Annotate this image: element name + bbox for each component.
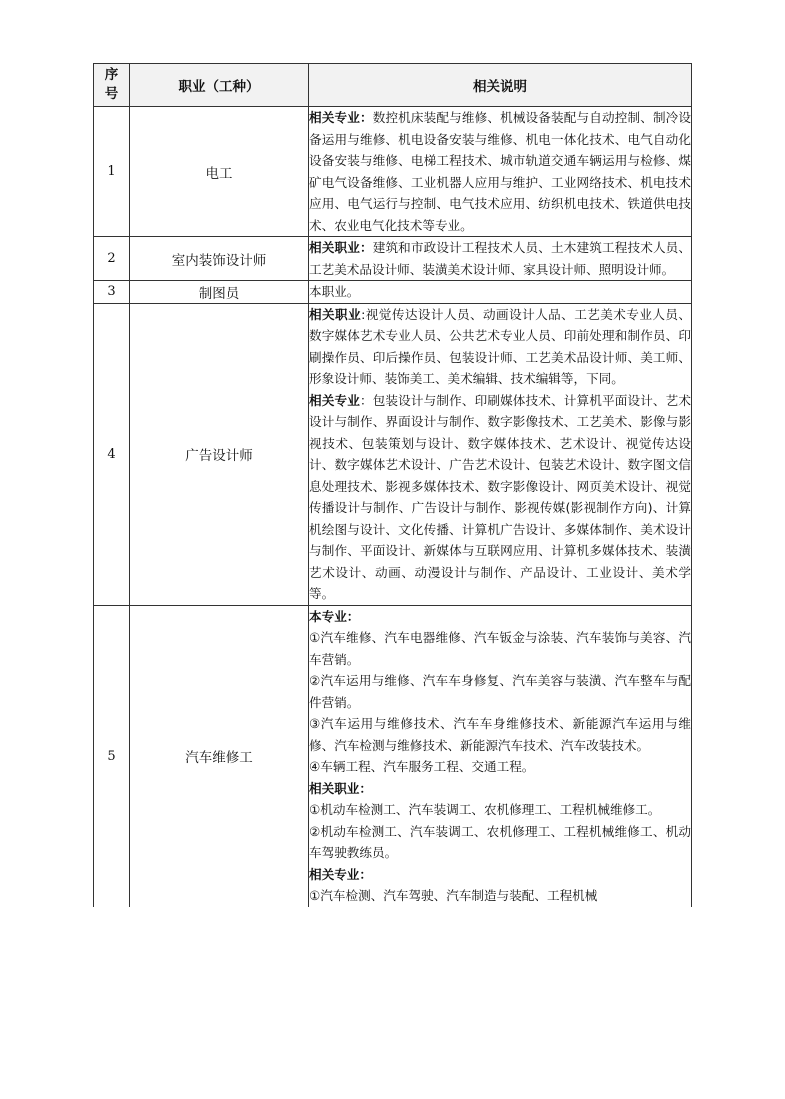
description-text: ①汽车检测、汽车驾驶、汽车制造与装配、工程机械 bbox=[309, 888, 598, 903]
table-row bbox=[94, 303, 692, 605]
description-cell bbox=[309, 303, 692, 605]
description-text: ④车辆工程、汽车服务工程、交通工程。 bbox=[309, 759, 535, 774]
description-label: 本专业： bbox=[309, 608, 360, 624]
description-paragraph bbox=[309, 713, 691, 756]
description-paragraph bbox=[309, 237, 691, 280]
row-number: 3 bbox=[94, 281, 130, 304]
description-text: ①机动车检测工、汽车装调工、农机修理工、工程机械维修工。 bbox=[309, 802, 661, 817]
row-number: 1 bbox=[94, 107, 130, 237]
description-paragraph bbox=[309, 627, 691, 670]
occupation-name: 电工 bbox=[130, 107, 309, 237]
occupation-name: 室内装饰设计师 bbox=[130, 237, 309, 281]
table-row bbox=[94, 107, 692, 237]
description-label: 相关专业 bbox=[309, 392, 360, 408]
description-paragraph bbox=[309, 390, 691, 605]
description-paragraph bbox=[309, 821, 691, 864]
description-cell bbox=[309, 281, 692, 304]
description-cell bbox=[309, 107, 692, 237]
occupation-name: 广告设计师 bbox=[130, 303, 309, 605]
description-paragraph bbox=[309, 670, 691, 713]
row-number: 5 bbox=[94, 605, 130, 907]
table-row bbox=[94, 605, 692, 907]
occupation-table bbox=[93, 63, 692, 907]
description-text: ②汽车运用与维修、汽车车身修复、汽车美容与装潢、汽车整车与配件营销。 bbox=[309, 673, 691, 710]
occupation-name: 制图员 bbox=[130, 281, 309, 304]
table-row bbox=[94, 237, 692, 281]
description-paragraph bbox=[309, 756, 691, 778]
description-label: 相关职业： bbox=[309, 780, 372, 796]
description-cell bbox=[309, 237, 692, 281]
description-paragraph bbox=[309, 107, 691, 236]
description-text: ②机动车检测工、汽车装调工、农机修理工、工程机械维修工、机动车驾驶教练员。 bbox=[309, 823, 691, 860]
occupation-name: 汽车维修工 bbox=[130, 605, 309, 907]
description-text: ③汽车运用与维修技术、汽车车身维修技术、新能源汽车运用与维修、汽车检测与维修技术、新能源汽车技术、汽车改装技术。 bbox=[309, 716, 691, 753]
row-number: 4 bbox=[94, 303, 130, 605]
description-paragraph bbox=[309, 281, 691, 303]
description-label: 相关专业： bbox=[309, 110, 373, 125]
description-paragraph bbox=[309, 885, 691, 907]
description-text: ①汽车维修、汽车电器维修、汽车钣金与涂装、汽车装饰与美容、汽车营销。 bbox=[309, 630, 691, 667]
description-label: 相关专业： bbox=[309, 866, 372, 882]
description-text: ：包装设计与制作、印刷媒体技术、计算机平面设计、艺术设计与制作、界面设计与制作、数字影像技术、工艺美术、影像与影视技术、包装策划与设计、数字媒体技术、艺术设计、视觉传达设计、数字媒体艺术设计、广告艺术设计、包装艺术设计、数字图文信息处理技术、影视多媒体技术、数字影像设计、网页美术设计、视觉传播设计与制作、广告设计与制作、影视传媒(影视制作方向)、计算机绘图与设计、文化传播、计算机广告设计、多媒体制作、美术设计与制作、平面设计、新媒体与互联网应用、计算机多媒体技术、装潢艺术设计、动画、动漫设计与制作、产品设计、工业设计、美术学等。 bbox=[309, 392, 692, 601]
table-row bbox=[94, 281, 692, 304]
header-occupation: 职业（工种） bbox=[130, 64, 309, 107]
description-label: 相关职业： bbox=[309, 240, 373, 255]
header-row bbox=[94, 64, 692, 107]
description-heading bbox=[309, 778, 691, 800]
description-text: 建筑和市政设计工程技术人员、土木建筑工程技术人员、工艺美术品设计师、装潢美术设计师、家具设计师、照明设计师。 bbox=[309, 240, 692, 277]
header-description: 相关说明 bbox=[309, 64, 692, 107]
row-number: 2 bbox=[94, 237, 130, 281]
description-text: :视觉传达设计人员、动画设计人品、工艺美术专业人员、数字媒体艺术专业人员、公共艺术专业人员、印前处理和制作员、印刷操作员、印后操作员、包装设计师、工艺美术品设计师、美工师、形象设计师、装饰美工、美术编辑、技术编辑等，下同。 bbox=[309, 306, 691, 386]
description-heading bbox=[309, 606, 691, 628]
description-heading bbox=[309, 864, 691, 886]
description-paragraph bbox=[309, 799, 691, 821]
description-cell bbox=[309, 605, 692, 907]
description-label: 相关职业 bbox=[309, 306, 362, 322]
header-serial-number bbox=[94, 64, 130, 107]
description-text: 数控机床装配与维修、机械设备装配与自动控制、制冷设备运用与维修、机电设备安装与维修、机电一体化技术、电气自动化设备安装与维修、电梯工程技术、城市轨道交通车辆运用与检修、煤矿电气设备维修、工业机器人应用与维护、工业网络技术、机电技术应用、电气运行与控制、电气技术应用、纺织机电技术、铁道供电技术、农业电气化技术等专业。 bbox=[309, 110, 692, 233]
description-text: 本职业。 bbox=[309, 284, 360, 299]
description-paragraph bbox=[309, 304, 691, 390]
header-serial-number-label: 序号 bbox=[104, 67, 119, 102]
